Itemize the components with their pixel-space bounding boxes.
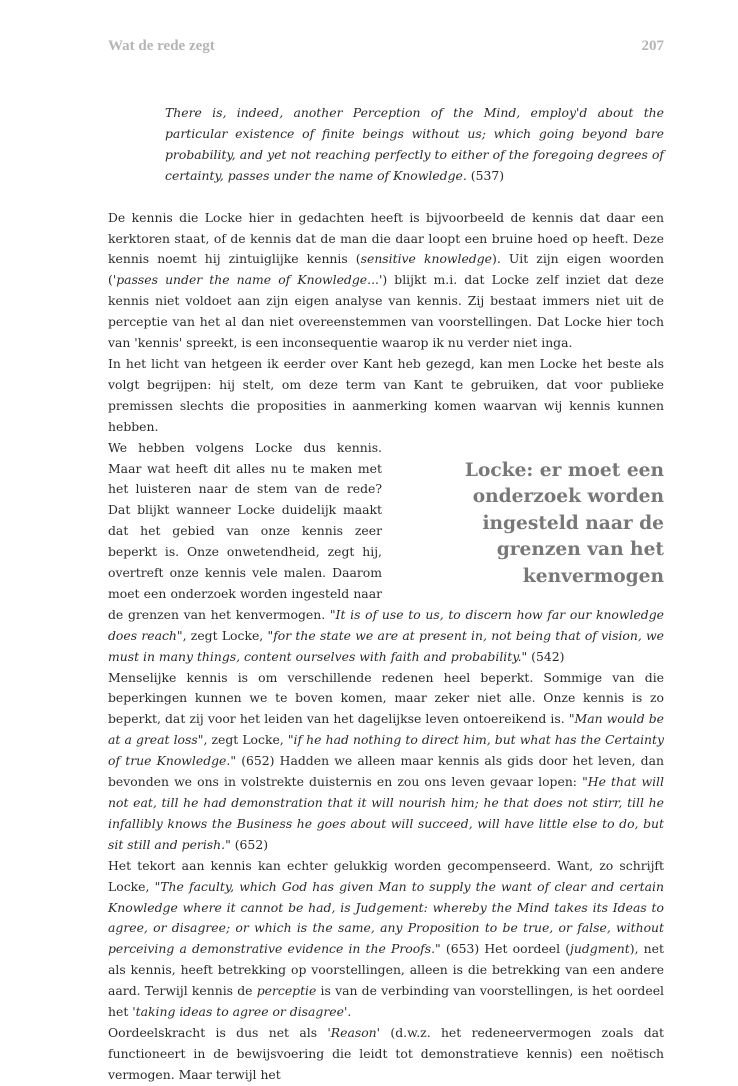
paragraph-2: In het licht van hetgeen ik eerder over Kant heb gezegd, kan men Locke het beste als volgt begrijpen: hij stelt, om deze term van Kant te gebruiken, dat voor publieke premissen slechts die proposities in aanmerking komen waarvan wij kennis kunnen hebben. [108, 355, 664, 434]
pull-quote: Locke: er moet een onderzoek worden ingesteld naar de grenzen van het kenvermogen [464, 459, 664, 587]
p4-quote-1: "Man would be at a great loss" [108, 711, 665, 748]
p1-term-sensitive-knowledge: sensitive knowledge [360, 251, 493, 267]
p3-text-c: , zegt Locke, [182, 627, 268, 643]
quote-reference: (537) [466, 167, 505, 183]
running-title: Wat de rede zegt [108, 38, 215, 54]
page-number: 207 [641, 38, 664, 54]
p1-text-c: ). Uit zijn eigen woorden ( [108, 251, 664, 288]
p6-term-reason: 'Reason' [327, 1024, 381, 1040]
paragraph-4 [108, 668, 664, 856]
p5-quote: "The faculty, which God has given Man to supply the want of clear and certain Knowledge where it cannot be had, is Judgement: whereby the Mind takes its Ideas to agree, or disagree; or which is the same, any Proposition to be true, or false, without perceiving a demonstrative evidence in the Proofs." [108, 878, 664, 957]
p6-text-a: Oordeelskracht is dus net als [108, 1024, 328, 1040]
p3-text-a: We hebben volgens Locke dus kennis. Maar wat heeft dit alles nu te maken met het luisteren naar de stem van de rede? Dat blijkt wanneer Locke duidelijk maakt dat het gebied van onze kennis zeer beperkt is. Onze onwetendheid, zegt hij, overtreft onze kennis vele malen. Daarom moet een onderzoek worden ingesteld naar de grenzen van het kenvermogen. [108, 439, 382, 622]
p1-citation: 'passes under the name of Knowledge...' [112, 272, 383, 288]
p4-text-c: , zegt Locke, [203, 732, 288, 748]
p4-quote-2: "if he had nothing to direct him, but what has the Certainty of true Knowledge." [108, 732, 665, 769]
p5-text-c: (653) Het oordeel ( [440, 941, 571, 957]
p4-quote-3: "He that will not eat, till he had demonstration that it will nourish him; he that does not stirr, till he infallibly knows the Business he goes about will succeed, will have little else to do, but sit still and perish." [108, 774, 664, 852]
running-header [108, 38, 664, 60]
p3-reference: (542) [527, 648, 565, 664]
p4-text-a: Menselijke kennis is om verschillende redenen heel beperkt. Sommige van die beperkingen kunnen we te boven komen, maar zeker niet alle. Onze kennis is zo beperkt, dat zij voor het leiden van het dagelijkse leven ontoereikend is. [108, 669, 664, 727]
p5-term-perceptie: perceptie [256, 983, 317, 999]
p5-text-a: Het tekort aan kennis kan echter gelukkig worden gecompenseerd. Want, zo schrijft Locke, [108, 857, 664, 894]
p1-text-e: ) blijkt m.i. dat Locke zelf inziet dat deze kennis niet voldoet aan zijn eigen analyse van kennis. Zij bestaat immers niet uit de perceptie van het al dan niet overeenstemmen van voorstellingen. Dat Locke hier toch van 'kennis' spreekt, is een inconsequentie waarop ik nu verder niet inga. [108, 272, 664, 351]
p5-term-judgment: judgment [570, 941, 630, 957]
paragraph-5 [108, 856, 664, 1023]
paragraph-1 [108, 208, 664, 354]
p3-quote-1: "It is of use to us, to discern how far our knowledge does reach" [108, 606, 664, 643]
p5-citation: 'taking ideas to agree or disagree' [132, 1004, 348, 1020]
p1-text-a: De kennis die Locke hier in gedachten heeft is bijvoorbeeld de kennis dat daar een kerktoren staat, of de kennis dat de man die daar loopt een bruine hoed op heeft. Deze kennis noemt hij zintuiglijke kennis ( [108, 209, 664, 267]
p4-text-e: (652) Hadden we alleen maar kennis als gids door het leven, dan bevonden we ons in volstrekte duisternis en zou ons leven gevaar lopen: [108, 753, 664, 790]
p3-quote-2: "for the state we are at present in, not being that of vision, we must in many things, content ourselves with faith and probability." [108, 627, 664, 664]
block-quote [165, 103, 664, 187]
page-body [108, 103, 664, 1086]
p4-reference: (652) [230, 836, 269, 852]
p5-text-i: . [347, 1004, 352, 1020]
paragraph-6 [108, 1023, 664, 1086]
p5-text-g: is van de verbinding van voorstellingen, is het oordeel het [108, 983, 664, 1020]
p5-text-e: ), net als kennis, heeft betrekking op voorstellingen, alleen is die betrekking van een andere aard. Terwijl kennis de [108, 941, 664, 999]
p6-text-c: (d.w.z. het redeneervermogen zoals dat functioneert in de bewijsvoering die leidt tot demonstratieve kennis) een noëtisch vermogen. Maar terwijl het [108, 1024, 664, 1082]
quote-text: There is, indeed, another Perception of the Mind, employ'd about the particular existence of finite beings without us; which going beyond bare probability, and yet not reaching perfectly to either of the foregoing degrees of certainty, passes under the name of Knowledge. [165, 105, 664, 183]
